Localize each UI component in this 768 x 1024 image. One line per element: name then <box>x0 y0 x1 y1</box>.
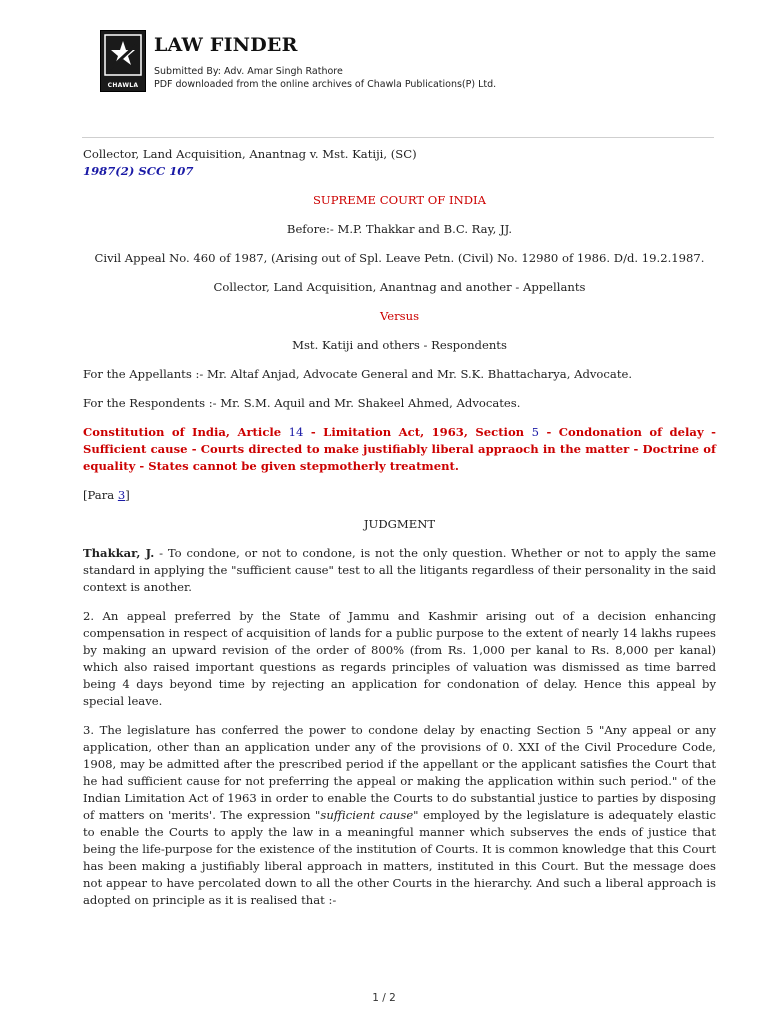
brand-title: LAW FINDER <box>154 34 298 56</box>
para-3-link[interactable]: 3 <box>117 488 126 502</box>
sufficient-cause-emphasis: "sufficient cause" <box>315 808 419 822</box>
versus: Versus <box>379 309 420 323</box>
headnote-part1: Constitution of India, Article <box>83 425 282 439</box>
counsel-appellants: For the Appellants :- Mr. Altaf Anjad, Advocate General and Mr. S.K. Bhattacharya, Advocate. <box>83 367 633 381</box>
paragraph-3 <box>83 722 716 909</box>
section-number: 5 <box>531 425 539 439</box>
paragraph-1-text: - To condone, or not to condone, is not the only question. Whether or not to apply the same standard in applying the "sufficient cause" test to all the litigants regardless of their personality in the said context is another. <box>83 546 716 594</box>
header-divider <box>82 137 714 138</box>
citation: 1987(2) SCC 107 <box>83 164 194 178</box>
logo-wordmark: CHAWLA <box>107 82 139 89</box>
headnote <box>83 424 716 475</box>
judgment-heading: JUDGMENT <box>363 517 436 531</box>
document-header <box>100 30 660 92</box>
paragraph-3-text-a: 3. The legislature has conferred the power to condone delay by enacting Section 5 "Any appeal or any application, other than an application under any of the provisions of 0. XXI of the Civil Procedure Code, 1908, may be admitted after the prescribed period if the appellant or the applicant satisfies the Court that he had sufficient cause for not preferring the appeal or making the application within such period." of the Indian Limitation Act of 1963 in order to enable the Courts to do substantial justice to parties by disposing of matters on 'merits'. The expression <box>83 723 716 822</box>
case-title: Collector, Land Acquisition, Anantnag v. Mst. Katiji, (SC) <box>83 147 417 161</box>
paragraph-1 <box>83 545 716 596</box>
chawla-logo <box>100 30 146 92</box>
document-body <box>83 146 716 909</box>
article-number: 14 <box>288 425 304 439</box>
para-ref-prefix: [Para <box>83 488 115 502</box>
court-name: SUPREME COURT OF INDIA <box>312 193 487 207</box>
headnote-part2: - Limitation Act, 1963, Section <box>310 425 525 439</box>
respondents: Mst. Katiji and others - Respondents <box>292 338 507 352</box>
para-reference <box>83 487 716 504</box>
page-number: 1 / 2 <box>372 992 396 1004</box>
para-ref-suffix: ] <box>125 488 130 502</box>
pdf-source-note: PDF downloaded from the online archives of Chawla Publications(P) Ltd. <box>154 79 497 90</box>
paragraph-2: 2. An appeal preferred by the State of Jammu and Kashmir arising out of a decision enhancing compensation in respect of acquisition of lands for a public purpose to the extent of nearly 14 lakhs rupees by making an upward revision of the order of 800% (from Rs. 1,000 per kanal to Rs. 8,000 per kanal) which also raised important questions as regards principles of valuation was dismissed as time barred being 4 days beyond time by rejecting an application for condonation of delay. Hence this appeal by special leave. <box>83 609 716 708</box>
counsel-respondents: For the Respondents :- Mr. S.M. Aquil and Mr. Shakeel Ahmed, Advocates. <box>83 396 521 410</box>
submitted-by: Submitted By: Adv. Amar Singh Rathore <box>154 66 343 77</box>
star-emblem-icon <box>101 31 145 79</box>
appellants: Collector, Land Acquisition, Anantnag and another - Appellants <box>213 280 586 294</box>
appeal-details: Civil Appeal No. 460 of 1987, (Arising out of Spl. Leave Petn. (Civil) No. 12980 of 1986. D/d. 19.2.1987. <box>94 251 705 265</box>
judge-name: Thakkar, J. <box>83 546 155 560</box>
paragraph-3-text-b: employed by the legislature is adequately elastic to enable the Courts to apply the law in a meaningful manner which subserves the ends of justice that being the life-purpose for the existence of the institution of Courts. It is common knowledge that this Court has been making a justifiably liberal approach in matters, instituted in this Court. But the message does not appear to have percolated down to all the other Courts in the hierarchy. And such a liberal approach is adopted on principle as it is realised that :- <box>83 808 717 907</box>
bench: Before:- M.P. Thakkar and B.C. Ray, JJ. <box>286 222 513 236</box>
headnote-part3: - Condonation of delay - Sufficient cause - Courts directed to make justifiably liberal appraoch in the matter - Doctrine of equality - States cannot be given stepmotherly treatment. <box>83 425 716 473</box>
